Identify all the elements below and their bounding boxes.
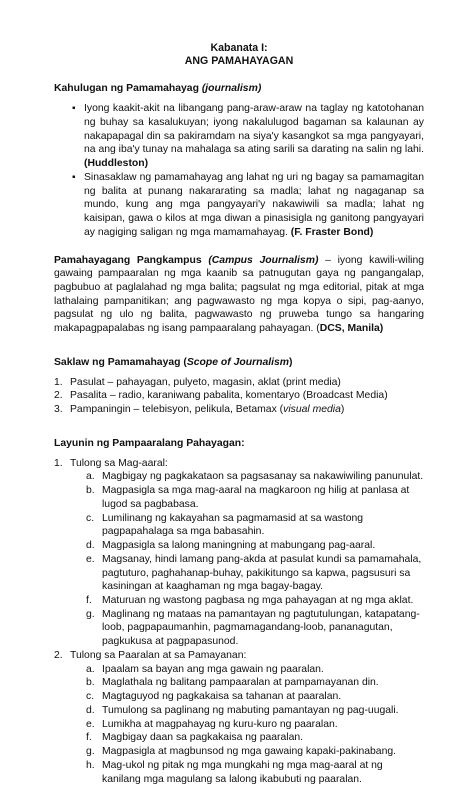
scope-item: 1. Pasulat – pahayagan, pulyeto, magasin, aklat (print media) [54, 376, 341, 388]
list-item: e. Lumikha at magpahayag ng kuru-kuro ng paaralan. [86, 718, 338, 730]
definition-list [54, 102, 424, 239]
scope-list [54, 376, 424, 417]
list-item: d. Magpasigla sa lalong maningning at mabungang pag-aaral. [86, 540, 376, 552]
document-page [54, 42, 424, 786]
section-heading-text: Saklaw ng Pamamahayag [54, 356, 181, 368]
section-heading-layunin: Layunin ng Pampaaralang Pahayagan: [54, 437, 245, 449]
objective-group: 1. Tulong sa Mag-aaral: a. Magbigay ng pagkakataon sa pagsasanay sa nakawiwiling panunulat. b. Magpasigla sa mga mag-aaral na magkaroon ng hilig at panlasa at lugod sa pagbabasa. c. Lumilinang ng kakayahan sa pagmamasid at sa wastong pagpapahalaga sa mga babasahin. d. Magpasigla sa lalong maningning at mabungang pag-aaral. e. Magsanay, hindi lamang pang-akda at pasulat kundi sa pamamahala, pagtuturo, paghahanap-buhay, pakikitungo sa kapwa, pagsusuri sa kasiningan at kaaghaman ng mga bagay-bagay. f. Maturuan ng wastong pagbasa ng mga pahayagan at ng mga aklat. g. Maglinang ng mataas na pamantayan ng pagtutulungan, katapatang-loob, pagpapaumanhin, pagmamagandang-loob, pananagutan, pagkukusa at pagpapasunod. [54, 457, 424, 648]
objective-group-label: Tulong sa Mag-aaral: [70, 457, 168, 469]
objective-group: 2. Tulong sa Paaralan at sa Pamayanan: a. Ipaalam sa bayan ang mga gawain ng paaralan. b. Maglathala ng balitang pampaaralan at pampamayanan din. c. Magtaguyod ng pagkakaisa sa tahanan at paaralan. d. Tumulong sa paglinang ng mabuting pamantayan ng pag-uugali. e. Lumikha at magpahayag ng kuru-kuro ng paaralan. f. Magbigay daan sa pagkakaisa ng paaralan. g. Magpasigla at magbunsod ng mga gawaing kapaki-pakinabang. h. Mag-ukol ng pitak ng mga mungkahi ng mga mag-aaral at ng kanilang mga magulang sa lalong ikabubuti ng paaralan. [54, 649, 424, 786]
definition-item [84, 171, 424, 240]
list-item: f. Maturuan ng wastong pagbasa ng mga pahayagan at ng mga aklat. [86, 594, 414, 606]
objectives-list [54, 457, 424, 786]
list-item: b. Magpasigla sa mga mag-aaral na magkaroon ng hilig at panlasa at lugod sa pagbabasa. [86, 485, 410, 510]
definition-text: Sinasaklaw ng pamamahayag ang lahat ng uri ng bagay sa pamamagitan ng balita at punang nakararating sa madla; lahat ng nagaganap sa mundo, kung ang mga pangyayari'y nakawiwili sa madla; lahat ng kaisipan, gawa o kilos at mga diwan a pinasisigla ng ganitong pangyayari ay nagiging saligan ng mga mamamahayag. [84, 171, 424, 238]
scope-item: 3. Pampaningin – telebisyon, pelikula, Betamax (visual media) [54, 404, 345, 416]
definition-item [84, 102, 424, 171]
chapter-label: Kabanata I: [210, 42, 268, 54]
section-heading-kahulugan [54, 82, 424, 96]
section-heading-english: Scope of Journalism [186, 356, 290, 368]
list-item: b. Maglathala ng balitang pampaaralan at pampamayanan din. [86, 677, 379, 689]
list-item: e. Magsanay, hindi lamang pang-akda at pasulat kundi sa pamamahala, pagtuturo, paghahanap-buhay, pakikitungo sa kapwa, pagsusuri sa kasiningan at kaaghaman ng mga bagay-bagay. [86, 553, 422, 593]
list-item: a. Ipaalam sa bayan ang mga gawain ng paaralan. [86, 663, 324, 675]
definition-source: (Huddleston) [84, 158, 149, 170]
list-item: g. Maglinang ng mataas na pamantayan ng pagtutulungan, katapatang-loob, pagpapaumanhin, pagmamagandang-loob, pananagutan, pagkukusa at pagpapasunod. [86, 608, 420, 648]
list-item: d. Tumulong sa paglinang ng mabuting pamantayan ng pag-uugali. [86, 704, 399, 716]
definition-text: Iyong kaakit-akit na libangang pang-araw-araw na taglay ng katotohanan ng buhay sa kasalukuyan; iyong nakalulugod bagaman sa kalaunan ay nakapapagal din sa pakiramdam na siya'y kasangkot sa mga pangyayari, na ang iba'y tunay na mahalaga sa ating sarili sa darating na salin ng lahi. [84, 103, 424, 156]
definition-source: (F. Fraster Bond) [290, 226, 374, 238]
section-heading-english: (journalism) [201, 83, 262, 95]
section-heading-text: Kahulugan ng Pamamahayag [54, 83, 199, 95]
list-item: g. Magpasigla at magbunsod ng mga gawaing kapaki-pakinabang. [86, 746, 397, 758]
campus-journalism-source: DCS, Manila) [319, 323, 384, 335]
list-item: c. Magtaguyod ng pagkakaisa sa tahanan at paaralan. [86, 691, 342, 703]
scope-item: 2. Pasalita – radio, karaniwang pabalita, komentaryo (Broadcast Media) [54, 390, 388, 402]
list-item: h. Mag-ukol ng pitak ng mga mungkahi ng mga mag-aaral at ng kanilang mga magulang sa lalong ikabubuti ng paaralan. [86, 759, 383, 785]
campus-journalism-english: (Campus Journalism) [208, 254, 319, 266]
campus-journalism-term: Pamahayagang Pangkampus [54, 254, 202, 266]
section-heading-saklaw: Saklaw ng Pamamahayag (Scope of Journalism) [54, 356, 293, 368]
list-item: f. Magbigay daan sa pagkakaisa ng paaralan. [86, 732, 304, 744]
campus-journalism-paragraph [54, 254, 424, 336]
objective-sublist [70, 470, 424, 649]
list-item: c. Lumilinang ng kakayahan sa pagmamasid at sa wastong pagpapahalaga sa mga babasahin. [86, 512, 364, 538]
objective-group-label: Tulong sa Paaralan at sa Pamayanan: [70, 649, 247, 661]
list-item: a. Magbigay ng pagkakataon sa pagsasanay sa nakawiwiling panunulat. [86, 471, 424, 483]
campus-journalism-text: – iyong kawili-wiling gawaing pampaaralan ng mga kaanib sa patnugutan gaya ng pangangalap, pagbubuo at paglalahad ng mga balita; pagsulat ng mga editorial, pitak at mga lathalaing pampanitikan; ang pagwawasto ng mga kopya o sipi, pag-aanyo, pagsulat ng ulo ng balita, pagwawasto ng pruweba tungo sa hangaring makapagpapalabas ng isang pampaaralang pahayagan. ( [54, 254, 425, 335]
objective-sublist [70, 663, 424, 786]
page-title: ANG PAMAHAYAGAN [184, 55, 294, 68]
